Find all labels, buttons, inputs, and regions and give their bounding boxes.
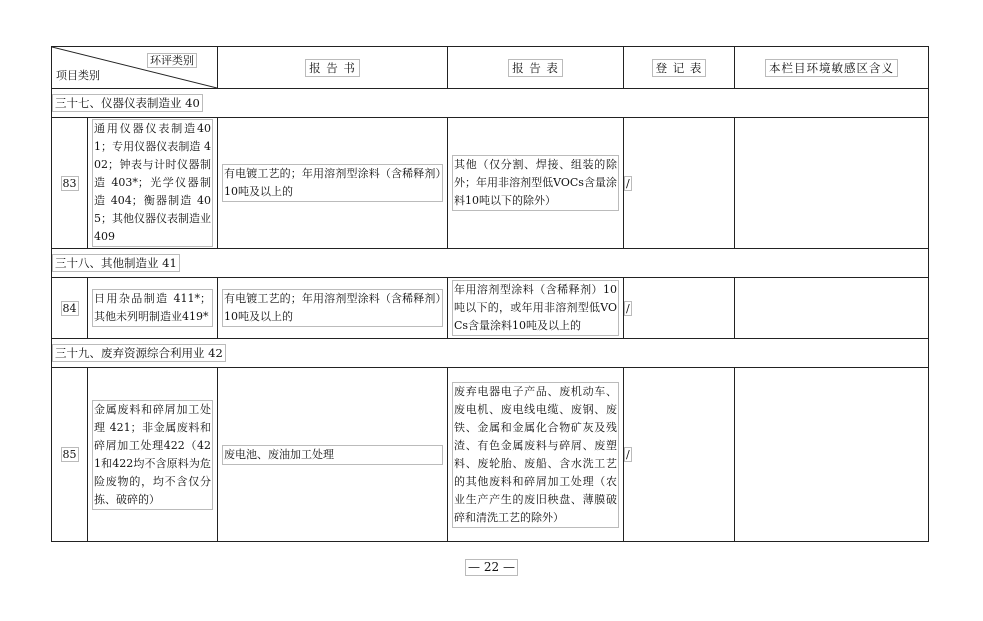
- eia-classification-table: [51, 46, 929, 542]
- section-row: [52, 89, 929, 118]
- project-category-cell: 金属废料和碎屑加工处理 421；非金属废料和碎屑加工处理422（421和422均不含原料为危险废物的，均不含仅分拣、破碎的）: [88, 368, 218, 542]
- section-title: 三十九、废弃资源综合利用业 42: [52, 339, 929, 368]
- registration-cell: /: [624, 118, 735, 249]
- report-book-cell: 废电池、废油加工处理: [218, 368, 448, 542]
- diag-bottom-label: 项目类别: [56, 69, 100, 82]
- report-form-cell: 其他（仅分割、焊接、组装的除外；年用非溶剂型低VOCs含量涂料10吨以下的除外）: [448, 118, 624, 249]
- table-row: [52, 368, 929, 542]
- report-book-cell: 有电镀工艺的；年用溶剂型涂料（含稀释剂）10吨及以上的: [218, 118, 448, 249]
- report-form-cell: 年用溶剂型涂料（含稀释剂）10吨以下的，或年用非溶剂型低VOCs含量涂料10吨及以上的: [448, 278, 624, 339]
- section-title: 三十八、其他制造业 41: [52, 249, 929, 278]
- col-header-sensitive-area: 本栏目环境敏感区含义: [735, 47, 929, 89]
- diag-top-label: 环评类别: [147, 53, 197, 68]
- table-row: [52, 278, 929, 339]
- col-header-report-book: 报 告 书: [218, 47, 448, 89]
- row-number: 85: [52, 368, 88, 542]
- col-header-report-form: 报 告 表: [448, 47, 624, 89]
- col-header-registration: 登 记 表: [624, 47, 735, 89]
- sensitive-area-cell: [735, 118, 929, 249]
- project-category-cell: 日用杂品制造 411*；其他未列明制造业419*: [88, 278, 218, 339]
- section-title: 三十七、仪器仪表制造业 40: [52, 89, 929, 118]
- table-row: [52, 118, 929, 249]
- section-row: [52, 339, 929, 368]
- page-number-label: — 22 —: [465, 559, 518, 576]
- row-number: 84: [52, 278, 88, 339]
- project-category-cell: 通用仪器仪表制造401；专用仪器仪表制造 402；钟表与计时仪器制造 403*；光学仪器制造 404；衡器制造 405；其他仪器仪表制造业 409: [88, 118, 218, 249]
- report-book-cell: 有电镀工艺的；年用溶剂型涂料（含稀释剂）10吨及以上的: [218, 278, 448, 339]
- sensitive-area-cell: [735, 368, 929, 542]
- section-row: [52, 249, 929, 278]
- report-form-cell: 废弃电器电子产品、废机动车、废电机、废电线电缆、废钢、废铁、金属和金属化合物矿灰及残渣、有色金属废料与碎屑、废塑料、废轮胎、废船、含水洗工艺的其他废料和碎屑加工处理（农业生产产生的废旧秧盘、薄膜破碎和清洗工艺的除外）: [448, 368, 624, 542]
- registration-cell: /: [624, 368, 735, 542]
- diagonal-header-cell: [52, 47, 218, 89]
- sensitive-area-cell: [735, 278, 929, 339]
- page-number: [0, 559, 983, 576]
- row-number: 83: [52, 118, 88, 249]
- header-row: [52, 47, 929, 89]
- registration-cell: /: [624, 278, 735, 339]
